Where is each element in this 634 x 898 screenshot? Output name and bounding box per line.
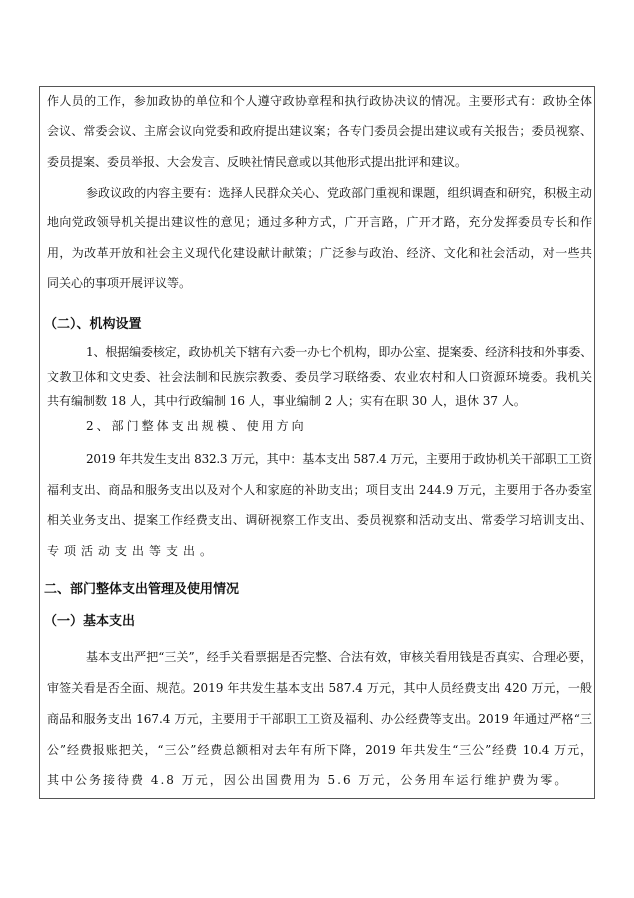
section-heading: （二）、机构设置 — [44, 317, 142, 332]
paragraph-line: 共有编制数 18 人，其中行政编制 16 人，事业编制 2 人；实有在职 30 人，退休 37 人。 — [47, 394, 526, 408]
section-heading: 二、部门整体支出管理及使用情况 — [44, 582, 240, 597]
paragraph-line: 审签关看是否全面、规范。2019 年共发生基本支出 587.4 万元，其中人员经费支出 420 万元，一般 — [47, 681, 592, 695]
paragraph-line: 1、根据编委核定，政协机关下辖有六委一办七个机构，即办公室、提案委、经济科技和外事委、 — [86, 345, 592, 359]
paragraph-line: 基本支出严把“三关”，经手关看票据是否完整、合法有效，审核关看用钱是否真实、合理必要， — [86, 650, 592, 664]
paragraph-line: 其中公务接待费 4.8 万元，因公出国费用为 5.6 万元，公务用车运行维护费为零。 — [47, 773, 569, 787]
paragraph-line: 会议、常委会议、主席会议向党委和政府提出建议案；各专门委员会提出建议或有关报告；委员视察、 — [47, 124, 592, 138]
paragraph-line: 参政议政的内容主要有：选择人民群众关心、党政部门重视和课题，组织调查和研究，积极主动 — [86, 186, 592, 200]
paragraph-line: 同关心的事项开展评议等。 — [47, 276, 192, 290]
paragraph-line: 公”经费报账把关，“三公”经费总额相对去年有所下降，2019 年共发生“三公”经费 10.4 万元， — [47, 743, 592, 757]
paragraph-line: 2019 年共发生支出 832.3 万元，其中：基本支出 587.4 万元，主要用于政协机关干部职工工资 — [86, 452, 592, 466]
paragraph-line: 委员提案、委员举报、大会发言、反映社情民意或以其他形式提出批评和建议。 — [47, 155, 468, 169]
paragraph-line: 相关业务支出、提案工作经费支出、调研视察工作支出、委员视察和活动支出、常委学习培训支出、 — [47, 513, 592, 527]
paragraph-line: 文教卫体和文史委、社会法制和民族宗教委、委员学习联络委、农业农村和人口资源环境委。我机关 — [47, 370, 592, 384]
paragraph-line: 作人员的工作，参加政协的单位和个人遵守政协章程和执行政协决议的情况。主要形式有：政协全体 — [47, 94, 592, 108]
paragraph-line: 福利支出、商品和服务支出以及对个人和家庭的补助支出；项目支出 244.9 万元，主要用于各办委室 — [47, 483, 592, 497]
subsection-heading: （一）基本支出 — [44, 614, 136, 629]
paragraph-line: 2、部门整体支出规模、使用方向 — [86, 419, 307, 433]
paragraph-line: 地向党政领导机关提出建议性的意见；通过多种方式，广开言路，广开才路，充分发挥委员专长和作 — [47, 215, 592, 229]
paragraph-line: 商品和服务支出 167.4 万元，主要用于干部职工工资及福利、办公经费等支出。2019 年通过严格“三 — [47, 712, 592, 726]
paragraph-line: 用，为改革开放和社会主义现代化建设献计献策；广泛参与政治、经济、文化和社会活动，对一些共 — [47, 246, 592, 260]
paragraph-line: 专项活动支出等支出。 — [47, 544, 218, 558]
